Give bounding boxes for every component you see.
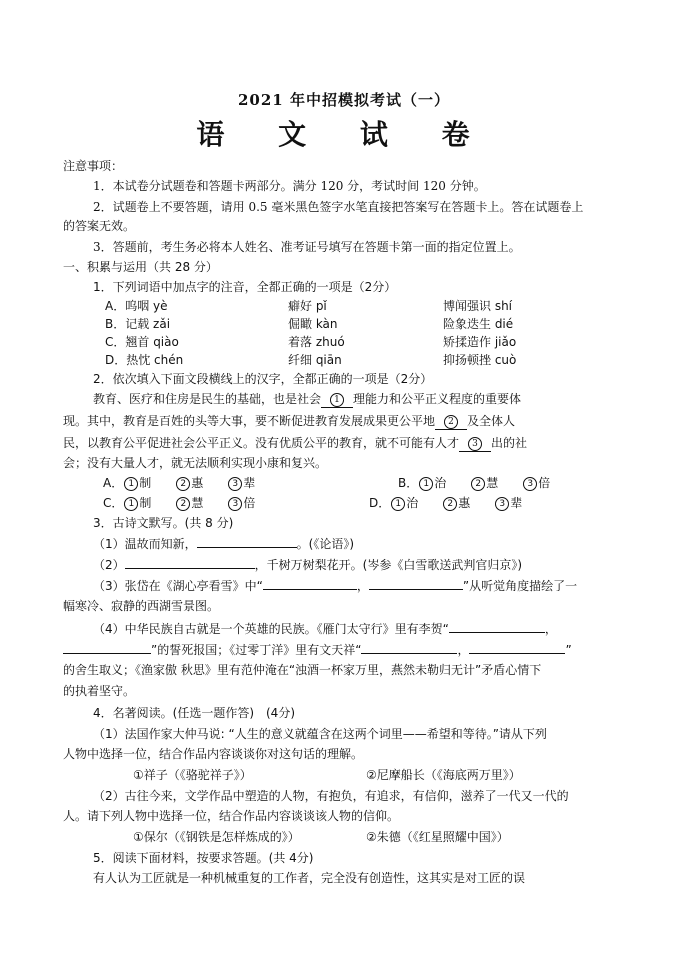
q3-item-1: （1）温故而知新， 。(《论语》) bbox=[93, 537, 355, 551]
q2-passage-1: 教育、医疗和住房是民生的基础，也是社会 1 理能力和公平正义程度的重要体 bbox=[93, 392, 522, 406]
q3-item-4-line3: 的舍生取义；《渔家傲 秋思》里有范仲淹在“浊酒一杯家万里，燕然未勒归无计”矛盾心情下 bbox=[63, 663, 542, 677]
q4-sub-1: （1）法国作家大仲马说: “人生的意义就蕴含在这两个词里——希望和等待。”请从下列 bbox=[93, 727, 547, 741]
q3-item-4-cont: ”的誓死报国；《过零丁洋》里有文天祥“ ， ” bbox=[63, 641, 572, 658]
q2-passage-3: 民，以教育公平促进社会公平正义。没有优质公平的教育，就不可能有人才 3 出的社 bbox=[63, 436, 528, 450]
q2-stem: 2．依次填入下面文段横线上的汉字，全都正确的一项是（2分） bbox=[93, 372, 433, 386]
section-heading: 一、积累与运用（共 28 分） bbox=[63, 260, 218, 274]
q1-row-a: A．呜咽 yè 癖好 pǐ 博闻强识 shí bbox=[105, 299, 513, 313]
note-2: 2．试题卷上不要答题，请用 0.5 毫米黑色签字水笔直接把答案写在答题卡上。答在试题卷上 bbox=[93, 200, 584, 214]
q2-options-cd bbox=[103, 495, 663, 511]
q4-sub-2: （2）古往今来，文学作品中塑造的人物，有抱负，有追求，有信仰，滋养了一代又一代的 bbox=[93, 789, 569, 803]
q2-passage-2: 现。其中，教育是百姓的头等大事，要不断促进教育发展成果更公平地 2 及全体人 bbox=[63, 414, 516, 428]
q1-row-b: B．记载 zǎi 倔瞰 kàn 险象迭生 dié bbox=[105, 317, 514, 331]
paper-title: 语 文 试 卷 bbox=[196, 118, 492, 151]
q1-row-c: C．翘首 qiào 着落 zhuó 矫揉造作 jiǎo bbox=[105, 335, 517, 349]
q3-item-4-line4: 的执着坚守。 bbox=[63, 684, 136, 698]
note-3: 3．答题前，考生务必将本人姓名、准考证号填写在答题卡第一面的指定位置上。 bbox=[93, 240, 521, 254]
exam-name: 2021 年中招模拟考试（一） bbox=[238, 91, 450, 109]
notes-heading: 注意事项： bbox=[63, 159, 124, 173]
q3-item-3-cont: 幅寒冷、寂静的西湖雪景图。 bbox=[63, 599, 220, 613]
q4-sub-1-cont: 人物中选择一位，结合作品内容谈谈你对这句话的理解。 bbox=[63, 747, 364, 761]
q2-option-a: A． 1 制 2 惠 3 辈 bbox=[103, 476, 256, 490]
note-1: 1．本试卷分试题卷和答题卡两部分。满分 120 分，考试时间 120 分钟。 bbox=[93, 179, 486, 193]
q3-item-2: （2） ，千树万树梨花开。(岑参《白雪歌送武判官归京》) bbox=[93, 558, 523, 572]
q3-stem: 3．古诗文默写。(共 8 分) bbox=[93, 516, 234, 530]
q3-item-4: （4）中华民族自古就是一个英雄的民族。《雁门太守行》里有李贺“ ， bbox=[93, 622, 557, 636]
q2-passage-4: 会；没有大量人才，就无法顺利实现小康和复兴。 bbox=[63, 456, 328, 470]
q2-option-c: C． 1 制 2 慧 3 倍 bbox=[103, 496, 256, 510]
q5-stem: 5．阅读下面材料，按要求答题。(共 4分) bbox=[93, 851, 314, 865]
q4-sub-2-cont: 人。请下列人物中选择一位，结合作品内容谈谈该人物的信仰。 bbox=[63, 809, 400, 823]
q2-option-b: B． 1 治 2 慧 3 倍 bbox=[398, 476, 551, 490]
q4-stem: 4．名著阅读。(任选一题作答) (4分) bbox=[93, 706, 295, 720]
q3-item-3: （3）张岱在《湖心亭看雪》中“ ， ”从听觉角度描绘了一 bbox=[93, 579, 578, 593]
q1-row-d: D．热忱 chén 纤细 qiān 抑扬顿挫 cuò bbox=[105, 353, 517, 367]
q4-sub-1-options: ①祥子（《骆驼祥子》） ②尼摩船长（《海底两万里》） bbox=[133, 768, 521, 782]
q2-options-ab bbox=[103, 475, 663, 491]
q2-option-d: D． 1 治 2 惠 3 辈 bbox=[369, 496, 523, 510]
q1-stem: 1．下列词语中加点字的注音，全都正确的一项是（2分） bbox=[93, 280, 397, 294]
q5-passage: 有人认为工匠就是一种机械重复的工作者，完全没有创造性，这其实是对工匠的误 bbox=[93, 871, 526, 885]
q4-sub-2-options: ①保尔（《钢铁是怎样炼成的》） ②朱德（《红星照耀中国》） bbox=[133, 830, 509, 844]
note-2-cont: 的答案无效。 bbox=[63, 219, 136, 233]
